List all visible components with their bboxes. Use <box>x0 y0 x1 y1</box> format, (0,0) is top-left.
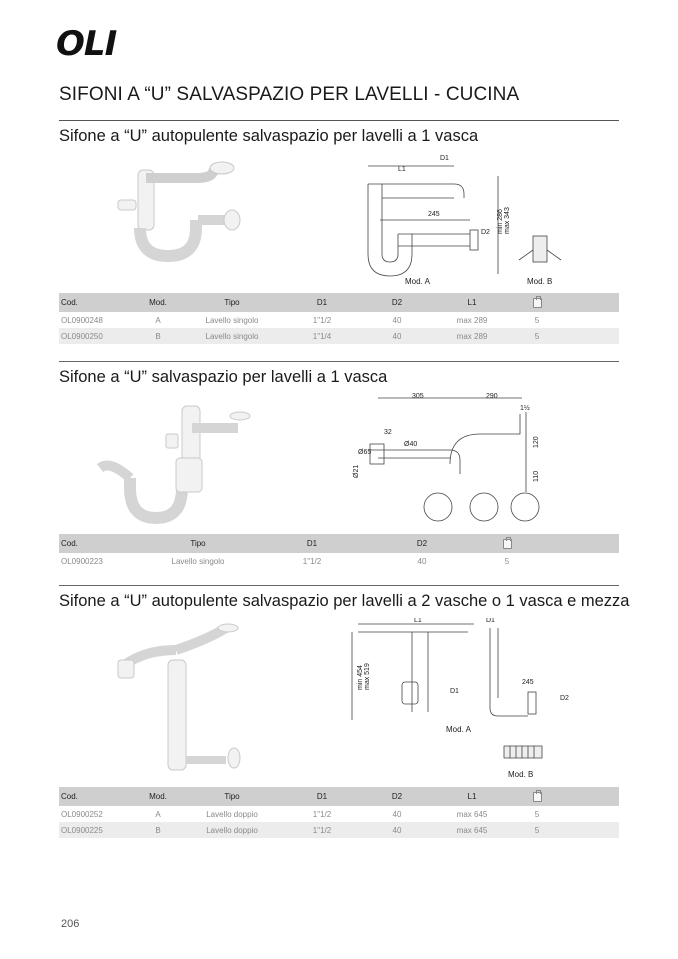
package-quantity-icon <box>533 298 542 308</box>
section-divider <box>59 585 619 586</box>
svg-text:305: 305 <box>412 393 424 400</box>
col-tipo: Tipo <box>177 293 287 312</box>
section-3-spec-table <box>59 787 619 838</box>
section-3-technical-drawing <box>350 618 580 738</box>
section-3-mod-a-caption: Mod. A <box>446 725 471 734</box>
section-3-title: Sifone a “U” autopulente salvaspazio per lavelli a 2 vasche o 1 vasca e mezza <box>59 592 630 610</box>
section-2-title: Sifone a “U” salvaspazio per lavelli a 1 vasca <box>59 368 388 386</box>
svg-text:Ø65: Ø65 <box>358 449 372 456</box>
table-row: OL0900250 B Lavello singolo 1"1/4 40 max 289 5 <box>59 328 619 344</box>
section-1-spec-table <box>59 293 619 344</box>
col-l1: L1 <box>437 787 507 806</box>
col-d1: D1 <box>257 534 367 553</box>
section-2-product-photo <box>90 398 260 528</box>
section-1-mod-a-caption: Mod. A <box>405 277 430 286</box>
col-d2: D2 <box>357 787 437 806</box>
page-number: 206 <box>61 918 80 930</box>
col-cod: Cod. <box>59 787 139 806</box>
svg-text:245: 245 <box>428 211 440 218</box>
svg-text:D1: D1 <box>450 688 459 695</box>
section-1-mod-b-caption: Mod. B <box>527 277 553 286</box>
svg-text:Ø40: Ø40 <box>404 441 418 448</box>
col-l1: L1 <box>437 293 507 312</box>
section-1-product-photo <box>110 158 260 268</box>
svg-text:min 454: min 454 <box>357 665 364 690</box>
logo-text: OLI <box>56 24 117 60</box>
table-header-row <box>59 787 619 806</box>
svg-text:D2: D2 <box>481 229 490 236</box>
svg-text:120: 120 <box>533 436 540 448</box>
section-1 <box>59 127 619 146</box>
col-pack <box>477 534 537 553</box>
svg-text:D1: D1 <box>486 618 495 624</box>
svg-text:D1: D1 <box>440 155 449 162</box>
table-header-row <box>59 293 619 312</box>
section-2-technical-drawing <box>350 392 565 532</box>
col-pack <box>507 787 567 806</box>
col-pack <box>507 293 567 312</box>
col-cod: Cod. <box>59 534 139 553</box>
svg-text:L1: L1 <box>398 166 406 173</box>
section-1-title: Sifone a “U” autopulente salvaspazio per lavelli a 1 vasca <box>59 127 479 145</box>
svg-text:245: 245 <box>522 679 534 686</box>
section-3 <box>59 592 630 611</box>
svg-text:Ø21: Ø21 <box>353 464 360 478</box>
section-1-mod-b-drawing <box>515 232 565 274</box>
svg-text:1½: 1½ <box>520 405 530 412</box>
section-3-mod-b-caption: Mod. B <box>508 770 534 779</box>
svg-text:290: 290 <box>486 393 498 400</box>
col-d1: D1 <box>287 293 357 312</box>
svg-text:L1: L1 <box>414 618 422 624</box>
svg-text:max 519: max 519 <box>364 663 371 690</box>
svg-text:D2: D2 <box>560 695 569 702</box>
col-mod: Mod. <box>139 787 177 806</box>
package-quantity-icon <box>533 792 542 802</box>
col-tipo: Tipo <box>139 534 257 553</box>
col-d1: D1 <box>287 787 357 806</box>
table-row: OL0900223 Lavello singolo 1"1/2 40 5 <box>61 556 510 566</box>
title-rule <box>59 120 619 121</box>
svg-text:110: 110 <box>533 470 540 482</box>
col-d2: D2 <box>367 534 477 553</box>
section-divider <box>59 361 619 362</box>
table-row: OL0900225 B Lavello doppio 1"1/2 40 max 645 5 <box>59 822 619 838</box>
col-tipo: Tipo <box>177 787 287 806</box>
table-header-row <box>59 534 619 553</box>
col-mod: Mod. <box>139 293 177 312</box>
oli-logo <box>56 24 126 60</box>
section-3-product-photo <box>110 620 260 780</box>
section-3-mod-b-drawing <box>500 738 550 766</box>
section-2 <box>59 368 619 387</box>
table-row: OL0900252 A Lavello doppio 1"1/2 40 max 645 5 <box>61 809 540 819</box>
col-d2: D2 <box>357 293 437 312</box>
section-2-spec-table <box>59 534 619 569</box>
svg-text:min 286: min 286 <box>497 209 504 234</box>
svg-text:32: 32 <box>384 429 392 436</box>
table-row: OL0900248 A Lavello singolo 1"1/2 40 max 289 5 <box>61 315 540 325</box>
svg-text:max 343: max 343 <box>504 207 511 234</box>
col-cod: Cod. <box>59 293 139 312</box>
page-title: SIFONI A “U” SALVASPAZIO PER LAVELLI - CUCINA <box>59 84 520 105</box>
package-quantity-icon <box>503 539 512 549</box>
